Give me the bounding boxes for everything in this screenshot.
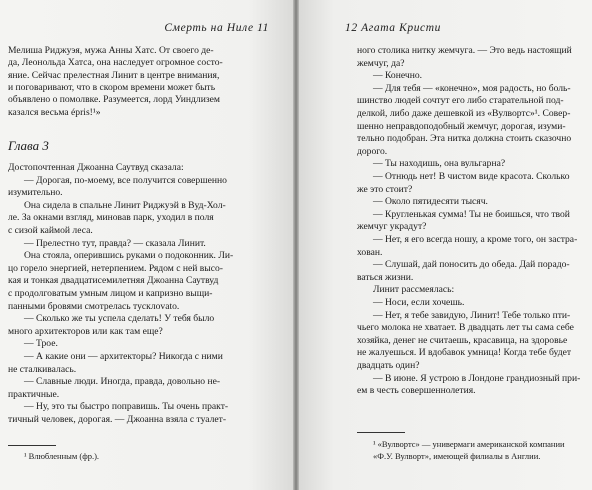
text-line: — А какие они — архитекторы? Никогда с ними <box>24 351 223 362</box>
text-line: не жалуешься. И вдобавок умница! Когда тебе будет <box>357 347 572 359</box>
text-line: шинство людей сочтут его либо старательной под- <box>357 95 564 107</box>
footnote-line: «Ф.У. Вулворт», имеющей филиалы в Англии. <box>373 451 541 461</box>
text-line: тельно подобран. Эта нитка должна стоить сказочно <box>357 133 572 145</box>
text-line: панными бровями смотрелась тусклovato. <box>8 300 180 312</box>
right-page <box>299 0 592 490</box>
text-line: дорого. <box>357 145 388 157</box>
text-line: практичные. <box>8 388 60 400</box>
text-line: — Нет, я тебе завидую, Линит! Тебе только пти- <box>373 309 571 321</box>
text-line: Линит рассмеялась: <box>373 284 455 296</box>
text-line: Она стояла, оперившись руками о подоконник. Ли- <box>24 250 234 262</box>
text-line: да, Леонольда Хатса, она наследует огромное состо- <box>8 57 223 69</box>
text-line: — Славные люди. Иногда, правда, довольно не- <box>24 376 221 388</box>
text-line: — Кругленькая сумма! Ты не боишься, что твой <box>373 208 570 220</box>
text-line: — Около пятидесяти тысяч. <box>373 196 488 208</box>
text-line: жемчуг, да? <box>357 57 405 69</box>
text-line: кая и тонкая двадцатисемилетняя Джоанна Саутвуд <box>8 275 219 287</box>
text-line: ле. За окнами взгляд, миновав парк, уходил в поля <box>8 212 214 224</box>
text-line: и поговаривают, что в скором времени может быть <box>8 81 216 93</box>
text-line: же это стоит? <box>357 183 413 195</box>
text-line: — Слушай, дай поносить до обеда. Дай порадо- <box>373 259 570 271</box>
right-running-head: 12 Агата Кристи <box>345 22 442 34</box>
text-line: — В июне. Я устрою в Лондоне грандиозный при- <box>373 372 581 384</box>
text-line: — Ну, это ты быстро поправишь. Ты очень практ- <box>24 401 229 413</box>
text-line: с сизой каймой леса. <box>8 225 93 236</box>
left-footnote-rule <box>8 445 56 446</box>
chapter-title: Глава 3 <box>8 138 49 153</box>
right-footnote-rule <box>357 432 405 433</box>
text-line: жемчуг украдут? <box>357 221 427 233</box>
text-line: Мелиша Риджуэя, мужа Анны Хатс. От своего де- <box>8 45 214 56</box>
text-line: хован. <box>357 246 383 258</box>
text-line: хозяйка, денег не считаешь, красавица, на здоровье <box>357 334 568 346</box>
text-line: — Сколько же ты успела сделать! У тебя было <box>24 313 215 325</box>
text-line: — Конечно. <box>373 70 423 82</box>
text-line: — Носи, если хочешь. <box>373 297 465 308</box>
left-footnote: ¹ Влюбленным (фр.). <box>24 451 100 461</box>
text-line: тичный человек, дорогая. — Джоанна взяла с туалет- <box>8 414 227 425</box>
text-line: — Для тебя — «конечно», моя радость, но боль- <box>373 82 571 94</box>
text-line: яние. Сейчас прелестная Линит в центре внимания, <box>8 69 220 81</box>
text-line: шенно неправдоподобный жемчуг, дорогая, изуми- <box>357 120 566 132</box>
text-line: — Ты находишь, она вульгарна? <box>373 158 506 170</box>
left-running-head: Смерть на Ниле 11 <box>164 22 269 34</box>
left-page <box>0 0 293 490</box>
text-line: — Нет, я его всегда ношу, а кроме того, он застра- <box>373 234 578 245</box>
text-line: изумительно. <box>8 187 63 199</box>
text-line: ем в честь совершеннолетия. <box>357 385 476 397</box>
text-line: казался весьма épris!¹» <box>8 106 101 118</box>
text-line: много архитекторов или как там еще? <box>8 325 163 337</box>
footnote-line: ¹ «Вулвортс» — универмаги американской компании <box>373 439 565 449</box>
text-line: — Трое. <box>24 338 58 350</box>
text-line: Достопочтенная Джоанна Саутвуд сказала: <box>8 162 184 173</box>
text-line: Она сидела в спальне Линит Риджуэй в Вуд-Хол- <box>24 199 226 211</box>
text-line: ного столика нитку жемчуга. — Это ведь настоящий <box>357 45 572 56</box>
text-line: цо горело энергией, нетерпением. Рядом с ней высо- <box>8 262 224 274</box>
text-line: делкой, либо даже дешевкой из «Вулвортс»¹. Совер- <box>357 108 571 119</box>
text-line: объявлено о помолвке. Разумеется, лорд Уиндлизем <box>8 94 220 106</box>
text-line: — Прелестно тут, правда? — сказала Линит. <box>24 237 206 249</box>
text-line: — Дорогая, по-моему, все получится совершенно <box>24 174 227 186</box>
text-line: двадцать один? <box>357 360 420 371</box>
text-line: ваться жизни. <box>357 271 414 283</box>
text-line: не сталкивалась. <box>8 363 77 375</box>
text-line: — Отнюдь нет! В чистом виде красота. Сколько <box>373 171 570 182</box>
text-line: чьего молока не хватает. В двадцать лет ты сама себе <box>357 322 574 334</box>
text-line: с продолговатым умным лицом и капризно выщи- <box>8 288 213 299</box>
